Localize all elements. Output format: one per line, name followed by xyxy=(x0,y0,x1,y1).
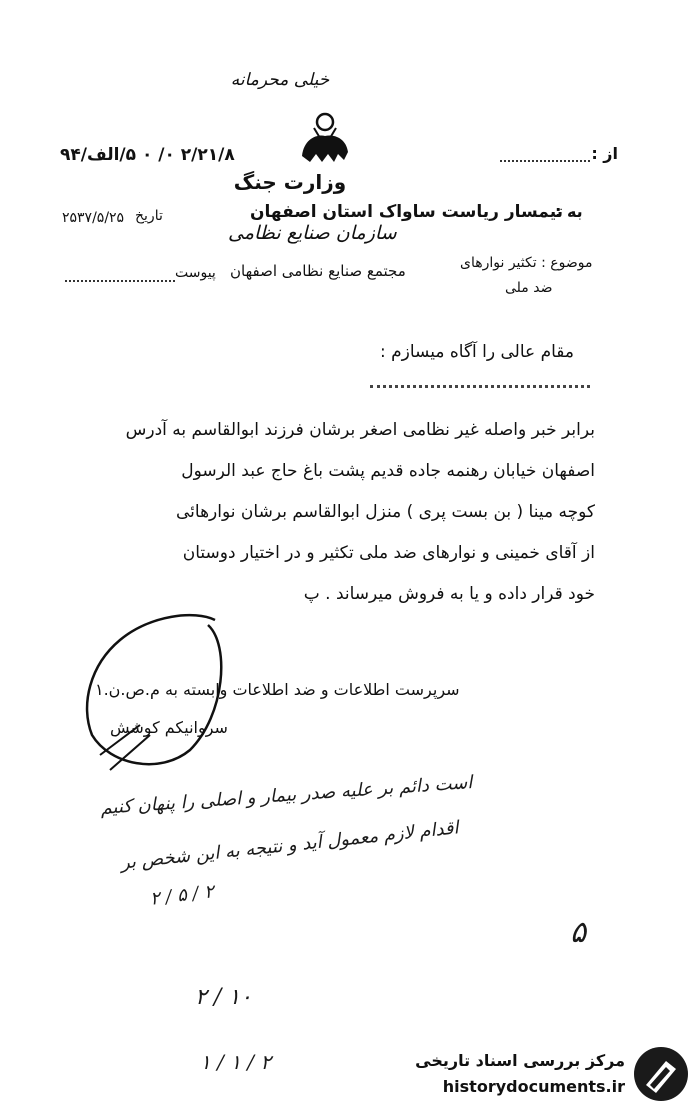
attachment-label: پیوست xyxy=(175,265,216,281)
body-line: خود قرار داده و یا به فروش میرساند . پ xyxy=(303,584,595,604)
handwritten-note-date: ۲ / ۵ / ۲ xyxy=(148,881,216,910)
watermark-title: مرکز بررسی اسناد تاریخی xyxy=(415,1051,625,1070)
subject-label: موضوع : تکثیر نوارهای xyxy=(460,255,593,271)
subject-organization: مجتمع صنایع نظامی اصفهان xyxy=(230,262,406,280)
salutation: مقام عالی را آگاه میسازم : xyxy=(380,342,574,362)
recipient: تیمسار ریاست ساواک استان اصفهان xyxy=(250,202,564,222)
handwritten-signature: ۲ / ۱ / ۱ xyxy=(200,1050,272,1074)
body-line: از آقای خمینی و نوارهای ضد ملی تکثیر و در اختیار دوستان xyxy=(182,543,595,563)
attachment-field-line xyxy=(65,280,175,282)
body-text xyxy=(95,410,595,615)
handwritten-note-line: اقدام لازم معمول آید و نتیجه به این شخص بر xyxy=(119,817,460,874)
subject-value: ضد ملی xyxy=(505,280,553,296)
date-value: ۲۵۳۷/۵/۲۵ xyxy=(62,210,125,226)
classification-label: خیلی محرمانه xyxy=(230,70,330,90)
from-field-line xyxy=(500,160,590,162)
body-line: برابر خبر واصله غیر نظامی اصغر برشان فرزند ابوالقاسم به آدرس xyxy=(125,420,595,440)
ministry-title: وزارت جنگ xyxy=(233,170,347,194)
archive-logo-icon xyxy=(632,1045,690,1103)
handwritten-signature: ۱۰ / ۲ xyxy=(195,985,252,1010)
date-label: تاریخ xyxy=(135,208,163,224)
handwritten-note-line: است دائم بر علیه صدر بیمار و اصلی را پنهان کنیم xyxy=(99,772,473,819)
to-label: به : xyxy=(555,202,583,221)
handwritten-circle xyxy=(80,605,230,775)
handwritten-mark: ۵ xyxy=(570,915,587,950)
watermark xyxy=(410,1045,690,1107)
organization: سازمان صنایع نظامی xyxy=(228,222,397,244)
dotted-divider xyxy=(370,385,590,388)
body-line: کوچه مینا ( بن بست پری ) منزل ابوالقاسم برشان نوارهائی xyxy=(176,502,595,522)
from-label: از : xyxy=(591,144,618,163)
reference-number: ۲/۲۱/۸ ۰/ ۰ ۵/الف/۹۴ xyxy=(60,145,235,165)
lion-and-sun-emblem-icon xyxy=(294,108,356,168)
body-line: اصفهان خیابان رهنمه جاده قدیم پشت باغ حاج عبد الرسول xyxy=(181,461,595,481)
watermark-url: historydocuments.ir xyxy=(442,1077,625,1096)
signatory-title: سرپرست اطلاعات و ضد اطلاعات وابسته به م.ص.ن.۱ xyxy=(95,680,460,699)
signatory-name: سروانیکم کوشش xyxy=(110,718,228,737)
